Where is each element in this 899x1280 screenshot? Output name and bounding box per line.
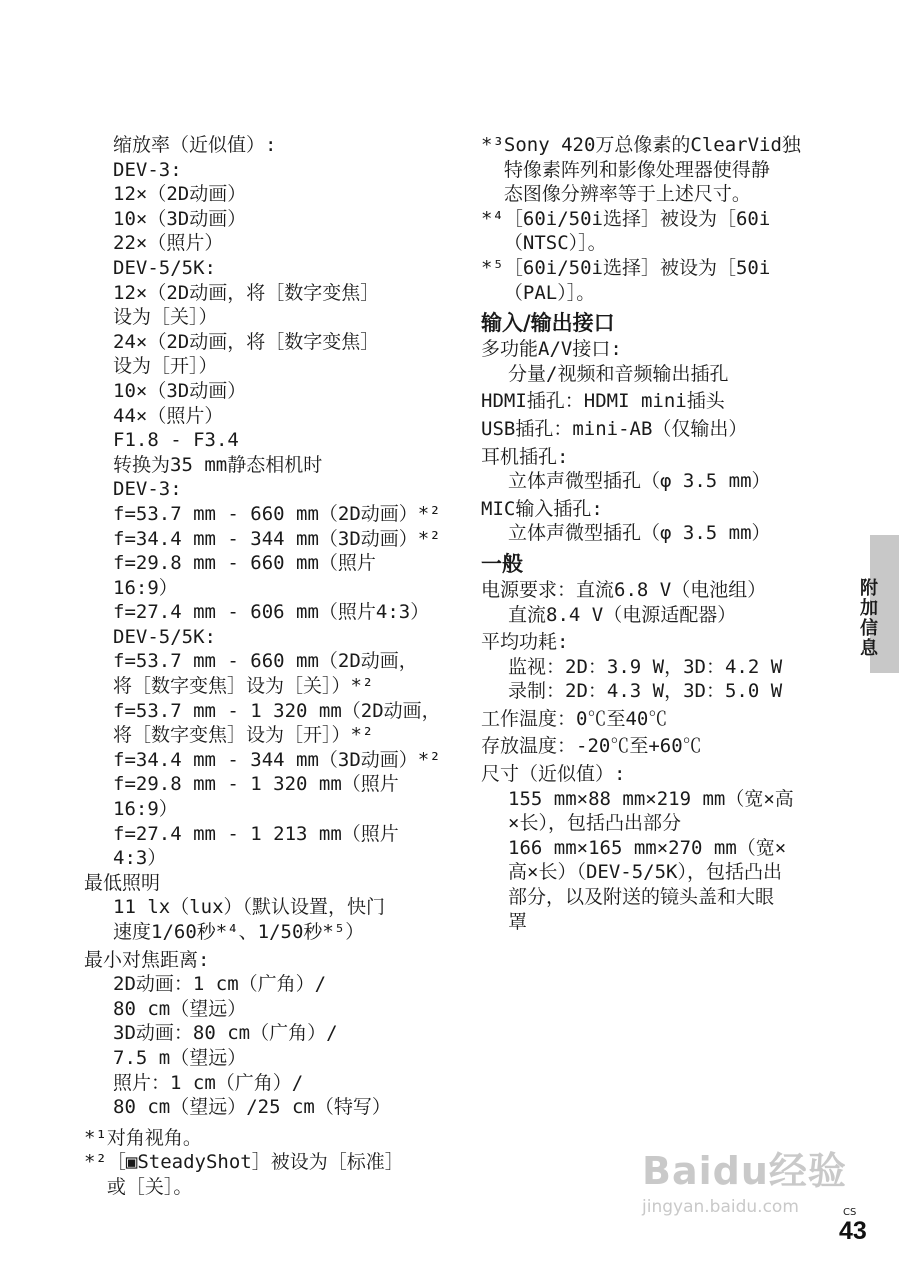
spec-line: 80 cm（望远）/25 cm（特写）: [113, 1096, 391, 1119]
footnote-mark: *⁴: [481, 207, 504, 230]
spec-line: 24×（2D动画，将［数字变焦］: [113, 330, 380, 353]
spec-line: F1.8 - F3.4: [113, 429, 239, 452]
spec-line: 缩放率（近似值）:: [113, 134, 277, 156]
spec-line: 2D动画：1 cm（广角）/: [113, 973, 327, 996]
spec-line: 12×（2D动画，将［数字变焦］: [113, 281, 380, 304]
right-column: [481, 133, 856, 934]
io-section-heading: 输入/输出接口: [481, 311, 615, 336]
spec-line: 4:3）: [113, 847, 167, 870]
spec-line: f=29.8 mm - 1 320 mm（照片: [113, 773, 399, 796]
spec-line: 设为［关］）: [113, 306, 218, 329]
spec-line: 分量/视频和音频输出插孔: [508, 362, 729, 385]
footnote-mark: *³: [481, 134, 504, 156]
footnote-text: 或［关］。: [106, 1175, 193, 1198]
footnote-text: ［60i/50i选择］被设为［50i: [503, 256, 771, 279]
spec-line: f=27.4 mm - 1 213 mm（照片: [113, 822, 399, 845]
footnote-text: 态图像分辨率等于上述尺寸。: [503, 183, 751, 206]
spec-line: 高×长）（DEV-5/5K），包括凸出: [508, 861, 782, 884]
spec-line: 转换为35 mm静态相机时: [113, 453, 323, 476]
spec-line: 存放温度：-20℃至+60℃: [481, 735, 702, 758]
spec-line: DEV-5/5K:: [113, 625, 216, 648]
spec-line: 将［数字变焦］设为［开］）*²: [113, 724, 374, 747]
spec-line: 工作温度：0℃至40℃: [481, 707, 668, 730]
spec-line: 电源要求：直流6.8 V（电池组）: [481, 578, 767, 601]
spec-line: 耳机插孔:: [481, 445, 569, 468]
footnote-4: [481, 207, 856, 256]
spec-line: HDMI插孔：HDMI mini插头: [481, 390, 725, 413]
baidu-watermark: [642, 1140, 852, 1240]
spec-line: 立体声微型插孔（φ 3.5 mm）: [508, 522, 771, 545]
spec-line: 速度1/60秒*⁴、1/50秒*⁵）: [113, 921, 365, 943]
page-number: 43: [839, 1217, 867, 1245]
min-focus-block: [84, 948, 449, 1120]
footnote-1: [84, 1126, 449, 1151]
page-language-code: CS: [843, 1207, 857, 1218]
min-focus-title: 最小对焦距离:: [84, 948, 210, 971]
footnote-2: [84, 1150, 449, 1199]
spec-line: 监视：2D：3.9 W，3D：4.2 W: [508, 655, 783, 678]
spec-line: 22×（照片）: [113, 232, 224, 255]
footnote-3: [481, 133, 856, 207]
footnote-text: ［▣SteadyShot］被设为［标准］: [106, 1151, 404, 1174]
spec-line: f=34.4 mm - 344 mm（3D动画）*²: [113, 748, 441, 771]
spec-line: 录制：2D：4.3 W，3D：5.0 W: [508, 680, 783, 703]
spec-line: 多功能A/V接口:: [481, 338, 622, 361]
spec-line: 80 cm（望远）: [113, 997, 247, 1020]
spec-line: f=53.7 mm - 660 mm（2D动画）*²: [113, 502, 441, 525]
spec-line: 将［数字变焦］设为［关］）*²: [113, 675, 374, 698]
footnote-mark: *¹: [84, 1126, 107, 1149]
spec-line: f=27.4 mm - 606 mm（照片4:3）: [113, 601, 430, 624]
spec-line: f=53.7 mm - 660 mm（2D动画，: [113, 650, 418, 673]
footnote-text: Sony 420万总像素的ClearVid独: [503, 134, 801, 156]
spec-line: 照片：1 cm（广角）/: [113, 1071, 304, 1094]
spec-line: ×长），包括凸出部分: [508, 812, 681, 835]
spec-line: 设为［开］）: [113, 355, 218, 378]
spec-line: f=34.4 mm - 344 mm（3D动画）*²: [113, 527, 441, 550]
footnote-text: （NTSC）］。: [503, 232, 607, 255]
footnote-mark: *²: [84, 1151, 107, 1174]
footnote-text: （PAL）］。: [503, 281, 596, 304]
spec-line: 11 lx（lux）（默认设置，快门: [113, 896, 386, 919]
footnote-5: [481, 256, 856, 305]
spec-line: 10×（3D动画）: [113, 379, 247, 402]
spec-line: f=29.8 mm - 660 mm（照片: [113, 552, 376, 575]
spec-line: 直流8.4 V（电源适配器）: [508, 603, 737, 626]
spec-line: 3D动画：80 cm（广角）/: [113, 1022, 338, 1045]
spec-line: DEV-3:: [113, 158, 182, 181]
watermark-logo: Baidu经验: [642, 1149, 847, 1193]
spec-line: DEV-5/5K:: [113, 256, 216, 279]
spec-line: DEV-3:: [113, 478, 182, 501]
spec-line: 7.5 m（望远）: [113, 1046, 247, 1069]
footnote-text: 特像素阵列和影像处理器使得静: [503, 158, 770, 181]
spec-line: USB插孔：mini-AB（仅输出）: [481, 417, 748, 440]
spec-line: 16:9）: [113, 798, 178, 821]
spec-line: 尺寸（近似值）:: [481, 763, 626, 786]
spec-line: 部分，以及附送的镜头盖和大眼: [508, 886, 775, 909]
footnote-mark: *⁵: [481, 256, 504, 279]
spec-line: 立体声微型插孔（φ 3.5 mm）: [508, 470, 771, 493]
side-tab-label: 附加信息: [857, 578, 878, 658]
spec-line: 10×（3D动画）: [113, 207, 247, 230]
min-illumination-title: 最低照明: [84, 871, 161, 894]
spec-line: 12×（2D动画）: [113, 183, 247, 206]
spec-line: 16:9）: [113, 576, 178, 599]
spec-line: 罩: [508, 910, 528, 933]
left-column: [84, 133, 449, 1200]
spec-line: 44×（照片）: [113, 404, 224, 427]
spec-line: 平均功耗:: [481, 631, 569, 654]
watermark-url: jingyan.baidu.com: [642, 1197, 799, 1217]
min-illumination-block: [84, 871, 449, 945]
spec-line: MIC输入插孔:: [481, 497, 603, 520]
spec-line: f=53.7 mm - 1 320 mm（2D动画，: [113, 699, 441, 722]
spec-line: 166 mm×165 mm×270 mm（宽×: [508, 836, 787, 859]
zoom-spec-block: [84, 133, 449, 871]
footnote-text: ［60i/50i选择］被设为［60i: [503, 207, 771, 230]
spec-line: 155 mm×88 mm×219 mm（宽×高: [508, 787, 794, 810]
footnote-text: 对角视角。: [106, 1126, 202, 1149]
general-section-heading: 一般: [481, 551, 523, 576]
